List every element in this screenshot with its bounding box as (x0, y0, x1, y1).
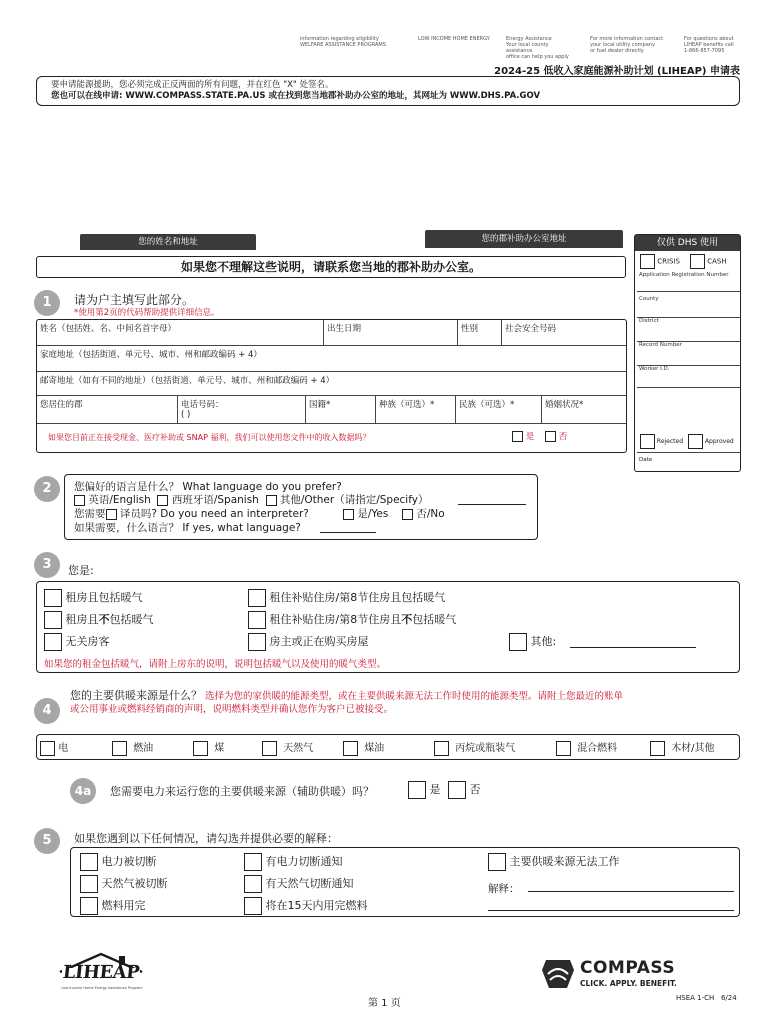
subsidized-heat-not-label-b: 不 (401, 613, 413, 626)
crisis-electric-shutoff[interactable] (80, 853, 157, 871)
snap-yes-label: 是 (525, 432, 535, 442)
blended-fuel-label: 混合燃料 (577, 743, 618, 754)
rent-heat-included-label: 租房且包括暖气 (65, 591, 143, 604)
dhs-title (635, 235, 740, 251)
race-field[interactable] (376, 396, 456, 424)
snap-no[interactable] (545, 430, 567, 442)
crisis-checkbox[interactable] (640, 254, 655, 269)
section-2-number: 2 (34, 476, 60, 502)
supplemental-no[interactable] (448, 781, 481, 799)
gender-field[interactable] (458, 320, 502, 346)
dhs-field-district[interactable]: District (637, 318, 740, 342)
name-label: 姓名（包括姓、名、中间名首字母） (40, 324, 177, 334)
unrelated-roomer-checkbox[interactable] (44, 633, 62, 651)
crisis-fuel-15-days[interactable] (244, 897, 368, 915)
gas-shutoff-label: 天然气被切断 (101, 877, 168, 890)
smallprint-text: Your local county assistance (506, 42, 549, 54)
rejected-checkbox[interactable] (640, 434, 655, 449)
electric-checkbox[interactable] (40, 741, 55, 756)
propane-checkbox[interactable] (434, 741, 449, 756)
gas-shutoff-checkbox[interactable] (80, 875, 98, 893)
electric-shutoff-label: 电力被切断 (101, 855, 157, 868)
housing-option-5[interactable] (248, 611, 456, 629)
cash-checkbox[interactable] (690, 254, 705, 269)
heating-instructions-1: 选择为您的家供暖的能源类型，或在主要供暖来源无法工作时使用的能源类型。请附上您最近的账单 (205, 691, 624, 702)
date-label: Date (639, 457, 653, 463)
supplemental-yes[interactable] (408, 781, 441, 799)
housing-option-other[interactable] (509, 633, 556, 651)
crisis-gas-notice[interactable] (244, 875, 354, 893)
dhs-field-worker[interactable]: Worker I.D. (637, 366, 740, 388)
fuel-wood-other[interactable] (650, 739, 715, 756)
language-question: 您偏好的语言是什么？ What language do you prefer? (74, 481, 342, 493)
which-language-line[interactable] (320, 532, 376, 533)
section-3-title: 您是: (68, 564, 94, 577)
explain-line-1[interactable] (528, 891, 734, 892)
fuel-electric[interactable] (40, 739, 68, 756)
interpreter-no-checkbox[interactable] (402, 509, 413, 520)
explain-label: 解释： (488, 883, 520, 895)
approved-label: Approved (704, 438, 734, 445)
home-address-field[interactable] (37, 346, 626, 372)
dhs-title-text: 仅供 DHS 使用 (656, 238, 719, 248)
subsidized-heat-included-label: 租住补贴住房/第8节住房且包括暖气 (269, 591, 446, 604)
ethnicity-label: 民族（可选）* (459, 400, 515, 410)
dob-field[interactable] (324, 320, 458, 346)
fuel-coal[interactable] (193, 739, 224, 756)
phone-field[interactable] (178, 396, 306, 424)
dhs-field-county[interactable]: County (637, 296, 740, 318)
other-language-checkbox[interactable] (266, 495, 277, 506)
crisis-gas-shutoff[interactable] (80, 875, 168, 893)
county-label: 您居住的郡 (40, 400, 83, 410)
natural-gas-checkbox[interactable] (262, 741, 277, 756)
unrelated-roomer-label: 无关房客 (65, 635, 110, 648)
interpreter-label-b: 译员吗? Do you need an interpreter? (119, 508, 309, 520)
housing-option-6[interactable] (248, 633, 369, 651)
fuel-natural-gas[interactable] (262, 739, 313, 756)
heat-broken-checkbox[interactable] (488, 853, 506, 871)
dhs-crisis[interactable] (640, 254, 680, 269)
header-smallprint (300, 36, 750, 58)
race-label: 种族（可选）* (379, 400, 435, 410)
supplemental-no-label: 否 (469, 783, 481, 796)
liheap-logo-subtitle: Low Income Home Energy Assistance Program (61, 986, 143, 990)
housing-option-1[interactable] (44, 589, 143, 607)
heating-question: 您的主要供暖来源是什么？ (70, 689, 202, 702)
gas-notice-label: 有天然气切断通知 (265, 877, 354, 890)
liheap-logo (56, 950, 146, 994)
page-number: 第 1 页 (368, 998, 401, 1009)
electric-notice-label: 有电力切断通知 (265, 855, 343, 868)
snap-no-label: 否 (558, 432, 568, 442)
subsidized-heat-included-checkbox[interactable] (248, 589, 266, 607)
phone-label: 电话号码： (181, 400, 224, 410)
snap-no-checkbox[interactable] (545, 431, 556, 442)
propane-label: 丙烷或瓶装气 (455, 743, 516, 754)
supplemental-no-checkbox[interactable] (448, 781, 466, 799)
dob-label: 出生日期 (327, 324, 362, 334)
other-housing-line[interactable] (570, 647, 696, 648)
explain-line-2[interactable] (488, 910, 734, 911)
other-housing-checkbox[interactable] (509, 633, 527, 651)
interpreter-question (74, 506, 309, 521)
smallprint-text: your local utility company (590, 42, 655, 48)
out-of-fuel-label: 燃料用完 (101, 899, 146, 912)
smallprint-text: information regarding eligibility (300, 36, 379, 42)
interpreter-yes-checkbox[interactable] (343, 509, 354, 520)
other-language-line[interactable] (458, 504, 526, 505)
rent-heat-included-checkbox[interactable] (44, 589, 62, 607)
smallprint-text: WELFARE ASSISTANCE PROGRAMS (300, 42, 386, 48)
approved-checkbox[interactable] (688, 434, 703, 449)
gas-notice-checkbox[interactable] (244, 875, 262, 893)
electric-notice-checkbox[interactable] (244, 853, 262, 871)
name-address-tab (80, 234, 256, 250)
natural-gas-label: 天然气 (283, 743, 314, 754)
smallprint-text: or fuel dealer directly (590, 48, 644, 54)
dhs-field-app-reg[interactable]: Application Registration Number (637, 272, 740, 292)
smallprint-text: Energy Assistance (506, 36, 552, 42)
other-language-label: 其他/Other（请指定/Specify） (279, 494, 429, 506)
kerosene-label: 煤油 (364, 743, 385, 754)
ethnicity-field[interactable] (456, 396, 542, 424)
heating-instructions-2: 或公用事业或燃料经销商的声明，说明燃料类型并确认您作为客户已被接受。 (70, 704, 394, 715)
crisis-electric-notice[interactable] (244, 853, 343, 871)
home-address-label: 家庭地址（包括街道、单元号、城市、州和邮政编码 + 4） (40, 350, 262, 360)
interpreter-yes[interactable] (343, 506, 388, 521)
snap-yes-checkbox[interactable] (512, 431, 523, 442)
wood-other-label: 木材/其他 (671, 743, 715, 754)
dhs-approved[interactable] (688, 434, 734, 449)
electric-label: 电 (58, 743, 69, 754)
form-code: HSEA 1-CH 6/24 (676, 994, 737, 1002)
citizenship-field[interactable] (306, 396, 376, 424)
citizenship-label: 国籍* (309, 400, 331, 410)
spanish-label: 西班牙语/Spanish (171, 494, 259, 506)
section-4-number: 4 (34, 698, 60, 724)
notice-line-1: 要申请能源援助，您必须完成正反两面的所有问题，并在红色 "X" 处签名。 (51, 80, 334, 90)
compass-logo (540, 956, 710, 992)
compass-logo-text: COMPASS (580, 958, 676, 978)
section-1-note: *使用第2页的代码帮助提供详细信息。 (74, 308, 220, 318)
blended-fuel-checkbox[interactable] (556, 741, 571, 756)
out-of-fuel-checkbox[interactable] (80, 897, 98, 915)
smallprint-text: office can help you apply (506, 54, 569, 60)
mailing-address-label: 邮寄地址（如有不同的地址）（包括街道、单元号、城市、州和邮政编码 + 4） (40, 376, 335, 386)
which-language-question: 如果需要，什么语言？ If yes, what language? (74, 522, 301, 534)
fuel-oil-label: 燃油 (133, 743, 154, 754)
dhs-rejected[interactable] (640, 434, 683, 449)
rent-heat-not-included-checkbox[interactable] (44, 611, 62, 629)
section-3-note: 如果您的租金包括暖气，请附上房东的说明，说明包括暖气以及使用的暖气类型。 (44, 659, 387, 670)
compass-tagline: CLICK. APPLY. BENEFIT. (580, 979, 677, 988)
marital-field[interactable] (542, 396, 626, 424)
heat-broken-label: 主要供暖来源无法工作 (509, 855, 620, 868)
phone-format: ( ) (181, 410, 191, 420)
section-4a-question: 您需要电力来运行您的主要供暖来源（辅助供暖）吗？ (110, 785, 374, 798)
fuel-15-days-label: 将在15天内用完燃料 (265, 899, 368, 912)
homeowner-checkbox[interactable] (248, 633, 266, 651)
housing-option-4[interactable] (248, 589, 445, 607)
notice-box (36, 76, 740, 106)
section-5-box (70, 847, 740, 917)
section-3-number: 3 (34, 552, 60, 578)
fuel-oil-checkbox[interactable] (112, 741, 127, 756)
rent-heat-not-label-a: 租房且 (65, 613, 99, 626)
ssn-label: 社会安全号码 (505, 324, 557, 334)
supplemental-yes-label: 是 (429, 783, 441, 796)
coal-label: 煤 (214, 743, 225, 754)
ssn-field[interactable] (502, 320, 626, 346)
fuel-blended[interactable] (556, 739, 617, 756)
section-5-question: 如果您遇到以下任何情况，请勾选并提供必要的解释： (74, 832, 338, 845)
section-1-number: 1 (34, 290, 60, 316)
spanish-checkbox[interactable] (157, 495, 168, 506)
interpreter-yes-label: 是/Yes (357, 508, 389, 520)
housing-option-3[interactable] (44, 633, 110, 651)
dhs-date-field[interactable] (637, 452, 740, 467)
english-label: 英语/English (88, 494, 151, 506)
gender-label: 性别 (461, 324, 479, 334)
cash-label: CASH (707, 257, 727, 266)
mailing-address-field[interactable] (37, 372, 626, 396)
rent-heat-not-label-c: 包括暖气 (109, 613, 154, 626)
language-options (74, 492, 428, 507)
marital-label: 婚姻状况* (545, 400, 584, 410)
section-5-number: 5 (34, 828, 60, 854)
dhs-field-record[interactable]: Record Number (637, 342, 740, 366)
smallprint-text: LOW INCOME HOME ENERGY (418, 36, 490, 42)
name-field[interactable] (37, 320, 324, 346)
subsidized-heat-not-label-c: 包括暖气 (412, 613, 457, 626)
contact-banner-text: 如果您不理解这些说明，请联系您当地的郡补助办公室。 (180, 260, 481, 274)
fuel-kerosene[interactable] (343, 739, 384, 756)
dhs-cash[interactable] (690, 254, 727, 269)
snap-yes[interactable] (512, 430, 534, 442)
smallprint-text: 1-866-857-7095 (684, 48, 725, 54)
snap-question: 如果您目前正在接受现金、医疗补助或 SNAP 福利，我们可以使用您文件中的收入数据吗？ (48, 433, 371, 442)
supplemental-yes-checkbox[interactable] (408, 781, 426, 799)
electric-shutoff-checkbox[interactable] (80, 853, 98, 871)
name-address-label: 您的姓名和地址 (138, 237, 198, 247)
english-checkbox[interactable] (74, 495, 85, 506)
section-4-question (70, 689, 740, 716)
crisis-label: CRISIS (657, 257, 681, 266)
smallprint-text: For more information contact (590, 36, 664, 42)
interpreter-checkbox[interactable] (106, 509, 117, 520)
fuel-propane[interactable] (434, 739, 515, 756)
county-field[interactable] (37, 396, 178, 424)
liheap-logo-text: LIHEAP (61, 962, 141, 983)
homeowner-label: 房主或正在购买房屋 (269, 635, 369, 648)
rejected-label: Rejected (656, 438, 684, 445)
wood-other-checkbox[interactable] (650, 741, 665, 756)
subsidized-heat-not-label-a: 租住补贴住房/第8节住房且 (269, 613, 402, 626)
kerosene-checkbox[interactable] (343, 741, 358, 756)
subsidized-heat-not-included-checkbox[interactable] (248, 611, 266, 629)
section-1-title: 请为户主填写此部分。 (74, 293, 195, 307)
section-4a-number: 4a (70, 778, 96, 804)
county-office-tab (425, 230, 623, 248)
smallprint-text: LIHEAP benefits call (684, 42, 734, 48)
interpreter-no-label: 否/No (416, 508, 445, 520)
coal-checkbox[interactable] (193, 741, 208, 756)
form-title: 2024-25 低收入家庭能源补助计划 (LIHEAP) 申请表 (494, 66, 740, 77)
contact-banner (36, 256, 626, 278)
county-office-label: 您的郡补助办公室地址 (481, 234, 567, 244)
interpreter-label-a: 您需要 (74, 508, 106, 520)
crisis-heat-broken[interactable] (488, 853, 620, 871)
housing-option-2[interactable] (44, 611, 154, 629)
smallprint-text: For questions about (684, 36, 734, 42)
fuel-15-days-checkbox[interactable] (244, 897, 262, 915)
fuel-oil[interactable] (112, 739, 153, 756)
compass-keystone-icon (540, 956, 576, 992)
rent-heat-not-label-b: 不 (98, 613, 110, 626)
notice-line-2: 您也可以在线申请: WWW.COMPASS.STATE.PA.US 或在找到您当地郡补助办公室的地址，其网址为 WWW.DHS.PA.GOV (51, 91, 541, 101)
other-housing-label: 其他: (530, 635, 557, 648)
interpreter-no[interactable] (402, 506, 445, 521)
crisis-out-of-fuel[interactable] (80, 897, 146, 915)
